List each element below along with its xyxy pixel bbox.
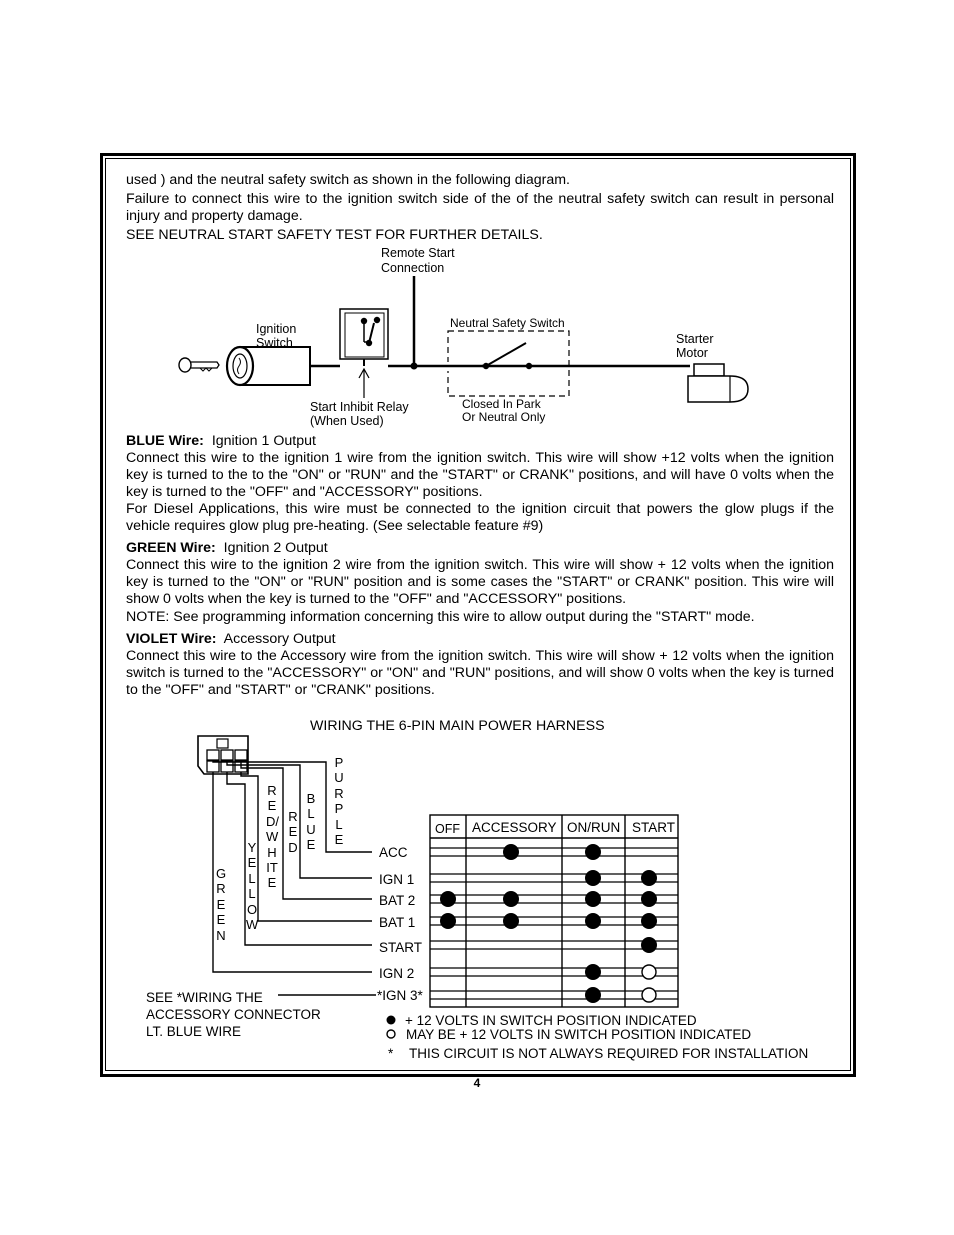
blue-wire-diesel: For Diesel Applications, this wire must be connected to the ignition circuit that powers the glow plugs if the vehicle requires glow plug pre-heating. (See selectable feature #9) (126, 501, 834, 535)
remote-start-label-1: Remote Start (381, 246, 455, 260)
starter-motor-label-1: Starter (676, 332, 714, 346)
legend-filled-text: + 12 VOLTS IN SWITCH POSITION INDICATED (405, 1013, 697, 1028)
green-wire-body: Connect this wire to the ignition 2 wire from the ignition switch. This wire will show + 12 volts when the ignition key is turned to the "ON" or "RUN" position and is some cases the "START" or CRANK" position. This wire will show 0 volts when the key is turned to the "OFF" and "ACCESSORY" positions. (126, 557, 834, 608)
see-note-line-2: ACCESSORY CONNECTOR (146, 1007, 321, 1022)
purple-wire-label: PURPLE (334, 755, 344, 848)
voltage-dot-filled (503, 913, 519, 929)
voltage-dot-filled (641, 937, 657, 953)
violet-wire-subtitle: Accessory Output (223, 631, 336, 647)
see-note-line-1: SEE *WIRING THE (146, 990, 263, 1005)
red-wire-label: RED (288, 809, 298, 855)
voltage-dot-filled (503, 891, 519, 907)
col-accessory: ACCESSORY (472, 820, 557, 835)
yellow-wire-label: YELLOW (246, 840, 259, 933)
voltage-dot-filled (641, 870, 657, 886)
voltage-dot-filled (585, 844, 601, 860)
row-label-bat1: BAT 1 (379, 915, 416, 930)
row-label-ign3: *IGN 3* (377, 988, 423, 1003)
voltage-dot-filled (585, 870, 601, 886)
blue-wire-title: BLUE Wire: (126, 433, 204, 449)
remote-start-label-2: Connection (381, 261, 445, 275)
see-test-line: SEE NEUTRAL START SAFETY TEST FOR FURTHER DETAILS. (126, 227, 543, 243)
ignition-switch-label-1: Ignition (256, 322, 297, 336)
voltage-dot-open (642, 988, 656, 1002)
harness-title: WIRING THE 6-PIN MAIN POWER HARNESS (310, 718, 605, 734)
legend-open-dot (387, 1030, 395, 1038)
legend-open-text: MAY BE + 12 VOLTS IN SWITCH POSITION INDICATED (406, 1027, 752, 1042)
violet-wire-title: VIOLET Wire: (126, 631, 217, 647)
red-white-wire-label: RED/WHITE (266, 783, 279, 891)
green-wire-note: NOTE: See programming information concerning this wire to allow output during the "START" mode. (126, 609, 755, 625)
voltage-dot-filled (585, 964, 601, 980)
row-label-start: START (379, 940, 423, 955)
closed-in-park-label-2: Or Neutral Only (462, 410, 546, 424)
voltage-dot-filled (585, 987, 601, 1003)
closed-in-park-label-1: Closed In Park (462, 397, 541, 411)
row-label-ign2: IGN 2 (379, 966, 415, 981)
row-label-bat2: BAT 2 (379, 893, 416, 908)
col-off: OFF (435, 822, 460, 836)
blue-wire-body: Connect this wire to the ignition 1 wire from the ignition switch. This wire will show +12 volts when the ignition key is turned to the to the "ON" or "RUN" and the "START" or CRANK" positions, and will have 0 volts when the key is turned to the "OFF" and "ACCESSORY" positions. (126, 450, 834, 501)
warning-paragraph: Failure to connect this wire to the ignition switch side of the of the neutral safety switch can result in personal injury and property damage. (126, 191, 834, 225)
voltage-dot-filled (585, 913, 601, 929)
voltage-dot-open (642, 965, 656, 979)
legend-asterisk-text: THIS CIRCUIT IS NOT ALWAYS REQUIRED FOR INSTALLATION (409, 1046, 809, 1061)
legend-asterisk: * (388, 1046, 394, 1061)
start-inhibit-relay-label-2: (When Used) (310, 414, 384, 428)
violet-wire-body: Connect this wire to the Accessory wire from the ignition switch. This wire will show + 12 volts when the ignition switch is turned to the "ACCESSORY" or "ON" and "RUN" positions, and will show 0 volts when the key is turned to the "OFF" and "START" or "CRANK" positions. (126, 648, 834, 699)
intro-line: used ) and the neutral safety switch as shown in the following diagram. (126, 172, 570, 188)
green-wire-label: GREEN (215, 866, 227, 943)
see-note-line-3: LT. BLUE WIRE (146, 1024, 242, 1039)
voltage-dot-filled (440, 891, 456, 907)
voltage-dot-filled (440, 913, 456, 929)
row-label-ign1: IGN 1 (379, 872, 415, 887)
voltage-dot-filled (641, 891, 657, 907)
row-label-acc: ACC (379, 845, 408, 860)
neutral-safety-switch-label: Neutral Safety Switch (450, 316, 565, 330)
blue-wire-label: BLUE (306, 791, 316, 853)
voltage-dot-filled (585, 891, 601, 907)
green-wire-subtitle: Ignition 2 Output (223, 540, 328, 556)
green-wire-line (213, 772, 372, 972)
col-on-run: ON/RUN (567, 820, 621, 835)
start-inhibit-relay-label-1: Start Inhibit Relay (310, 400, 409, 414)
ignition-switch-label-2: Switch (256, 336, 293, 350)
green-wire-title: GREEN Wire: (126, 540, 216, 556)
voltage-dot-filled (503, 844, 519, 860)
starter-motor-label-2: Motor (676, 346, 708, 360)
page-number: 4 (473, 1076, 481, 1090)
voltage-dot-filled (641, 913, 657, 929)
col-start: START (632, 820, 676, 835)
blue-wire-subtitle: Ignition 1 Output (211, 433, 316, 449)
legend-filled-dot (387, 1016, 396, 1025)
